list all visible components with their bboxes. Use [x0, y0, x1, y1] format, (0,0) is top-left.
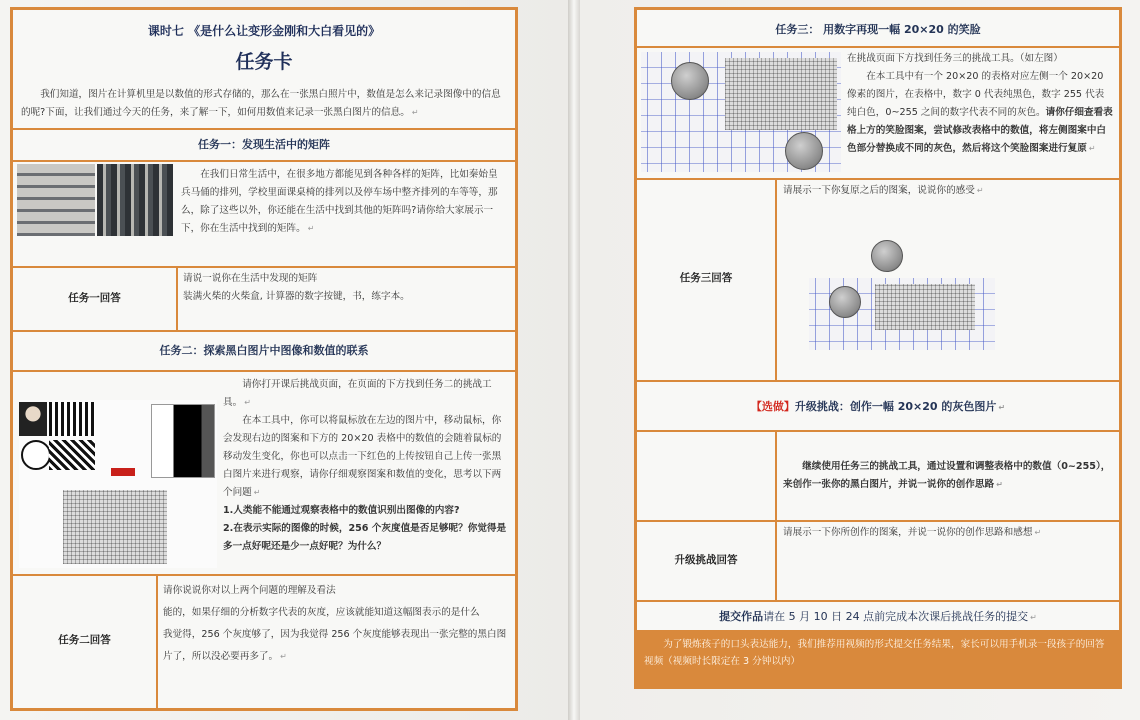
- value-grid: [63, 490, 167, 564]
- task1-answer-label: 任务一回答: [68, 292, 121, 304]
- task3-answer[interactable]: 请展示一下你复原之后的图案，说说你的感受 ↵: [783, 185, 984, 196]
- task2-tool-screenshot: [19, 400, 217, 568]
- left-task-table: [10, 7, 518, 711]
- stripes-image: [49, 402, 95, 436]
- answer-smiley-face: [829, 286, 861, 318]
- upgrade-answer-row: [637, 520, 1119, 602]
- task1-answer[interactable]: 请说一说你在生活中发现的矩阵 装满火柴的火柴盒, 计算器的数字按键，书，练字本。: [183, 273, 410, 302]
- task3-text: 在挑战页面下方找到任务三的挑战工具。（如左图） 在本工具中有一个 20×20 的表格对应左侧一个 20×20 像素的图片，在表格中，数字 0 代表纯黑色，数字 255 代表 纯白色，0~255 之间的数字代表不同的灰色。请你仔细查看表格上方的笑脸图案，尝试修改表格中的数值，将左侧图案中白色部分替换成不同的灰色，然后将这个笑脸图案进行复原 ↵: [847, 53, 1113, 154]
- task2-answer-row: [13, 574, 515, 708]
- task3-answer-label: 任务三回答: [679, 272, 733, 284]
- upgrade-heading-row: [637, 380, 1119, 432]
- upgrade-text: 继续使用任务三的挑战工具，通过设置和调整表格中的数值（0~255），来创作一张你的黑白图片，并说一说你的创作思路 ↵: [783, 461, 1111, 490]
- task2-heading-row: [13, 330, 515, 372]
- submit-row: [637, 600, 1119, 630]
- lesson-title: 课时七 《是什么让变形金刚和大白看见的》: [147, 24, 381, 38]
- task3-heading-row: [637, 10, 1119, 48]
- task2-answer[interactable]: 请你说说你对以上两个问题的理解及看法 能的，如果仔细的分析数字代表的灰度，应该就能知道这幅图表示的是什么 我觉得，256 个灰度够了，因为我觉得 256 个灰度能够表现出一张完整的黑白图片了，所以没必要再多了。 ↵: [163, 585, 507, 662]
- intro-text: 我们知道，图片在计算机里是以数值的形式存储的，那么在一张黑白照片中，数值是怎么来记录图像中的信息的呢?下面，让我们通过今天的任务，来了解一下，如何用数值来记录一张黑白图片的信息。 ↵: [21, 89, 501, 118]
- task3-value-grid: [725, 58, 837, 130]
- task1-body-row: [13, 160, 515, 268]
- upgrade-answer[interactable]: 请展示一下你所创作的图案，并说一说你的创作思路和感想 ↵: [783, 527, 1042, 538]
- task3-answer-row: [637, 178, 1119, 382]
- answer-winking-face: [871, 240, 903, 272]
- smiley-face-top: [671, 62, 709, 100]
- parking-lot-photo: [97, 164, 173, 236]
- answer-recreated-image: [809, 278, 995, 350]
- task1-text: 在我们日常生活中，在很多地方都能见到各种各样的矩阵，比如秦始皇兵马俑的排列，学校里面课桌椅的排列以及停车场中整齐排列的车等等，那么，除了这些以外，你还能在生活中找到其他的矩阵吗?请你给大家展示一下，你在生活中找到的矩阵。 ↵: [181, 169, 498, 234]
- task1-answer-row: [13, 266, 515, 332]
- zoom-preview: [151, 404, 215, 478]
- task2-heading: 任务二：探索黑白图片中图像和数值的联系: [159, 344, 369, 357]
- submit-line: 提交作品请在 5 月 10 日 24 点前完成本次课后挑战任务的提交 ↵: [719, 610, 1037, 623]
- upgrade-heading: 【选做】升级挑战：创作一幅 20×20 的灰色图片 ↵: [750, 400, 1006, 413]
- task1-heading: 任务一：发现生活中的矩阵: [198, 138, 330, 151]
- portrait-image: [19, 402, 47, 436]
- upgrade-answer-label: 升级挑战回答: [674, 554, 738, 566]
- upgrade-body-row: [637, 430, 1119, 522]
- pattern-image: [49, 440, 95, 470]
- task1-heading-row: [13, 128, 515, 162]
- answer-value-grid: [875, 284, 975, 330]
- card-title: 任务卡: [235, 51, 293, 73]
- task2-body-row: [13, 370, 515, 576]
- submit-note: 为了锻炼孩子的口头表达能力，我们推荐用视频的形式提交任务结果，家长可以用手机录一段孩子的回答视频（视频时长限定在 3 分钟以内）: [644, 639, 1105, 667]
- right-page: [580, 0, 1140, 720]
- task2-text: 请你打开课后挑战页面，在页面的下方找到任务二的挑战工具。 ↵ 在本工具中，你可以将鼠标放在左边的图片中，移动鼠标，你会发现右边的图案和下方的 20×20 表格中的数值的会随着鼠标的移动发生变化，你也可以点击一下红色的上传按钮自己上传一张黑白图片来进行观察，请你仔细观察图案和数值的变化，思考以下两个问题 ↵ 1.人类能不能通过观察表格中的数值识别出图像的内容? 2.在表示实际的图像的时候，256 个灰度值是否足够呢？你觉得是多一点好呢还是少一点好呢？为什么？: [223, 379, 507, 552]
- right-task-table: [634, 7, 1122, 689]
- task3-heading: 任务三： 用数字再现一幅 20×20 的笑脸: [775, 23, 981, 36]
- submit-note-band: [634, 630, 1122, 688]
- header-row: [13, 10, 515, 130]
- task2-answer-label: 任务二回答: [58, 634, 111, 646]
- left-page: [0, 0, 568, 720]
- classroom-photo: [17, 164, 95, 236]
- book-gutter: [568, 0, 580, 720]
- task3-body-row: [637, 46, 1119, 180]
- winking-face-bottom: [785, 132, 823, 170]
- smiley-image: [21, 440, 51, 470]
- task3-tool-screenshot: [641, 52, 841, 172]
- upload-button[interactable]: [111, 468, 135, 476]
